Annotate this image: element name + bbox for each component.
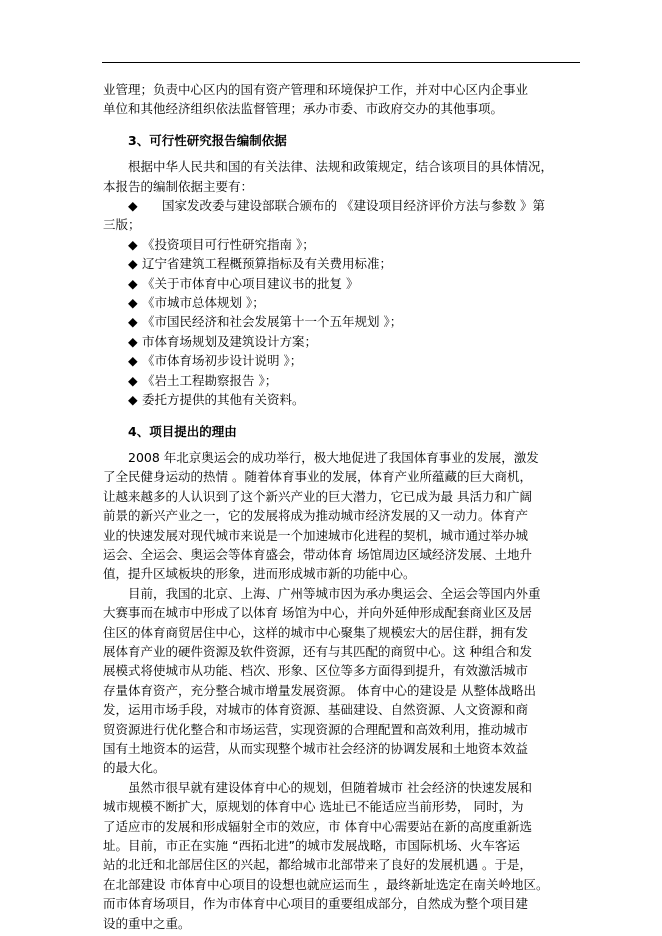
list-item [103,235,595,254]
diamond-bullet-icon: ◆ [128,392,138,408]
diamond-bullet-icon: ◆ [128,372,138,388]
list-item-text: 《投资项目可行性研究指南 》； [142,236,315,252]
text-line: 业的快速发展对现代城市来说是一个加速城市化进程的契机，城市通过举办城 [103,527,529,543]
list-item [103,371,595,390]
diamond-bullet-icon: ◆ [128,353,138,369]
text-line: 在北部建设 市体育中心项目的设想也就应运而生 ，最终新址选定在南关岭地区。 [103,876,549,892]
text-line: 运会、全运会、奥运会等体育盛会，带动体育 场馆周边区域经济发展、土地升 [103,546,532,562]
list-item [103,274,595,293]
text-line: 了全民健身运动的热情 。随着体育事业的发展，体育产业所蕴藏的巨大商机， [103,469,532,485]
text-line: 让越来越多的人认识到了这个新兴产业的巨大潜力，它已成为最 具活力和广阔 [103,488,532,504]
text-line: 贸资源进行优化整合和市场运营，实现资源的合理配置和高效利用，推动城市 [103,721,529,737]
text-line: 值，提升区域板块的形象，进而形成城市新的功能中心。 [103,566,416,582]
text-line: 2008 年北京奥运会的成功举行，极大地促进了我国体育事业的发展，激发 [128,449,539,465]
diamond-bullet-icon: ◆ [128,275,138,291]
diamond-bullet-icon: ◆ [128,198,138,214]
text-line: 展模式将使城市从功能、档次、形象、区位等多方面得到提升，有效激活城市 [103,663,529,679]
list-item-continuation: 三版； [103,217,141,233]
text-line: 发，运用市场手段，对城市的体育资源、基础建设、自然资源、人文资源和商 [103,702,529,718]
list-item [103,196,595,215]
text-line: 设的重中之重。 [103,915,191,931]
list-item-text: 《市体育场初步设计说明 》； [142,353,303,369]
text-line: 根据中华人民共和国的有关法律、法规和政策规定，结合该项目的具体情况， [128,159,554,175]
text-line: 业管理；负责中心区内的国有资产管理和环境保护工作，并对中心区内企事业 [103,82,529,97]
reason-paragraph-3 [103,778,595,933]
text-line: 目前，我国的北京、上海、广州等城市因为承办奥运会、全运会等国内外重 [128,585,541,601]
text-line: 国有土地资本的运营，从而实现整个城市社会经济的协调发展和土地资本效益 [103,741,529,756]
list-item-text: 《关于市体育中心项目建议书的批复 》 [142,275,359,291]
reason-paragraph-1 [103,448,595,584]
list-item [103,254,595,273]
header-rule [102,62,580,63]
text-line: 存量体育资产，充分整合城市增量发展资源。 体育中心的建设是 从整体战略出 [103,682,536,698]
list-item [103,351,595,370]
reason-paragraph-2 [103,584,595,778]
text-line: 城市规模不断扩大，原规划的体育中心 选址已不能适应当前形势， 同时，为 [103,799,524,815]
list-item-text: 市体育场规划及建筑设计方案； [142,333,318,349]
list-item-text: 国家发改委与建设部联合颁布的 《建设项目经济评价方法与参数 》第 [162,198,545,214]
section-4-heading: 4、项目提出的理由 [128,423,237,439]
diamond-bullet-icon: ◆ [128,333,138,349]
list-item [103,293,595,312]
section-3-heading: 3、可行性研究报告编制依据 [128,132,287,148]
text-line: 了适应市的发展和形成辐射全市的效应，市 体育中心需要站在新的高度重新选 [103,818,532,834]
text-line: 单位和其他经济组织依法监督管理；承办市委、市政府交办的其他事项。 [103,101,504,117]
diamond-bullet-icon: ◆ [128,236,138,252]
text-line: 住区的体育商贸居住中心，这样的城市中心聚集了规模宏大的居住群，拥有发 [103,624,529,640]
text-line: 而市体育场项目，作为市体育中心项目的重要组成部分，自然成为整个项目建 [103,896,529,912]
diamond-bullet-icon: ◆ [128,256,138,272]
list-item [103,312,595,331]
list-item-text: 《市城市总体规划 》； [142,295,265,311]
list-item [103,390,595,409]
list-item-text: 辽宁省建筑工程概预算指标及有关费用标准； [142,256,393,272]
text-line: 本报告的编制依据主要有： [103,178,254,194]
text-line: 站的北迁和北部居住区的兴起，都给城市北部带来了良好的发展机遇 。于是， [103,857,532,873]
text-line: 址。目前，市正在实施 “西拓北进”的城市发展战略，市国际机场、火车客运 [103,838,520,854]
text-line: 的最大化。 [103,760,166,776]
text-line: 大赛事而在城市中形成了以体育 场馆为中心，并向外延伸形成配套商业区及居 [103,605,532,621]
section-3-intro [103,157,595,196]
diamond-bullet-icon: ◆ [128,295,138,311]
list-item [103,332,595,351]
text-line: 虽然市很早就有建设体育中心的规划，但随着城市 社会经济的快速发展和 [128,779,532,795]
text-line: 前景的新兴产业之一，它的发展将成为推动城市经济发展的又一动力。体育产 [103,508,529,524]
list-item-text: 《市国民经济和社会发展第十一个五年规划 》； [142,314,403,330]
list-item-text: 委托方提供的其他有关资料。 [142,392,305,408]
basis-list [103,196,595,409]
intro-paragraph [103,80,595,119]
diamond-bullet-icon: ◆ [128,314,138,330]
page-content [103,80,595,933]
list-item-text: 《岩土工程勘察报告 》； [142,372,278,388]
text-line: 展体育产业的硬件资源及软件资源，还有与其匹配的商贸中心。这 种组合和发 [103,643,532,659]
